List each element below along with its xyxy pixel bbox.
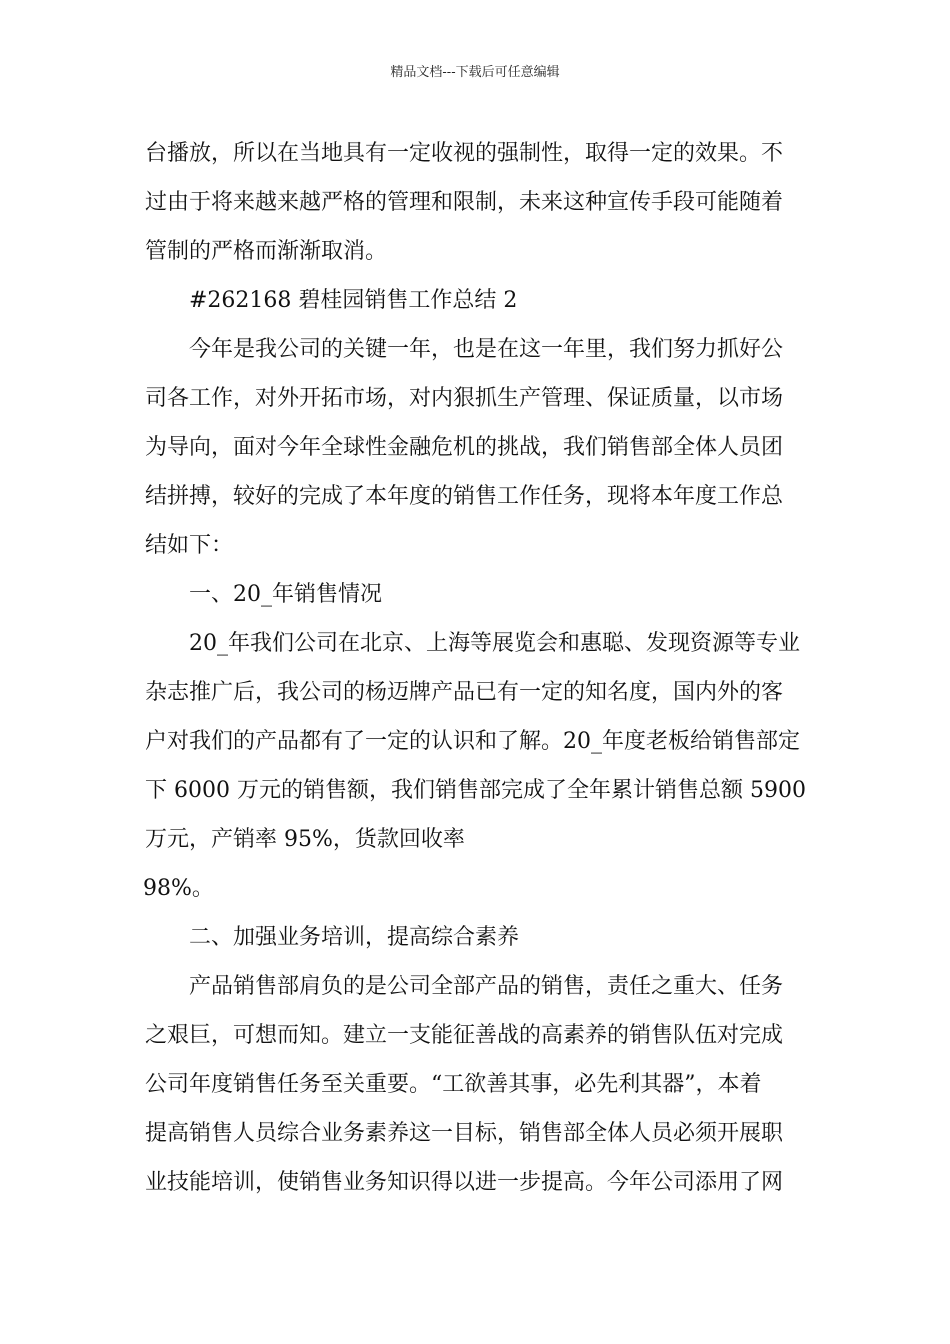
paragraph-sales	[145, 619, 810, 913]
text-line: 台播放，所以在当地具有一定收视的强制性，取得一定的效果。不	[145, 141, 784, 166]
text-line: 万元，产销率 95%，货款回收率	[145, 827, 465, 852]
text-line: 今年是我公司的关键一年，也是在这一年里，我们努力抓好公	[189, 337, 784, 362]
heading-text: #262168 碧桂园销售工作总结 2	[189, 288, 518, 313]
text-line: 结拼搏，较好的完成了本年度的销售工作任务，现将本年度工作总	[145, 484, 784, 509]
section-heading-title	[145, 276, 810, 325]
text-line: 20_年我们公司在北京、上海等展览会和惠聪、发现资源等专业	[189, 631, 800, 656]
text-line: 公司年度销售任务至关重要。“工欲善其事，必先利其器”，本着	[145, 1072, 762, 1097]
text-line: 杂志推广后，我公司的杨迈牌产品已有一定的知名度，国内外的客	[145, 680, 784, 705]
text-line: 提高销售人员综合业务素养这一目标，销售部全体人员必须开展职	[145, 1121, 784, 1146]
page-header: 精品文档---下载后可任意编辑	[390, 65, 560, 80]
document-body	[145, 129, 810, 1207]
text-line: 司各工作，对外开拓市场，对内狠抓生产管理、保证质量，以市场	[145, 386, 784, 411]
paragraph-training	[145, 962, 810, 1207]
heading-text: 二、加强业务培训，提高综合素养	[189, 925, 520, 950]
text-line: 为导向，面对今年全球性金融危机的挑战，我们销售部全体人员团	[145, 435, 784, 460]
text-line: 产品销售部肩负的是公司全部产品的销售，责任之重大、任务	[189, 974, 784, 999]
paragraph-continued	[145, 129, 810, 276]
text-line: 过由于将来越来越严格的管理和限制，未来这种宣传手段可能随着	[145, 190, 784, 215]
heading-text: 一、20_年销售情况	[189, 582, 382, 607]
text-line: 业技能培训，使销售业务知识得以进一步提高。今年公司添用了网	[145, 1170, 784, 1195]
text-line: 下 6000 万元的销售额，我们销售部完成了全年累计销售总额 5900	[145, 778, 806, 803]
text-line: 98%。	[143, 876, 214, 901]
paragraph-intro	[145, 325, 810, 570]
text-line: 户对我们的产品都有了一定的认识和了解。20_年度老板给销售部定	[145, 729, 800, 754]
text-line: 之艰巨，可想而知。建立一支能征善战的高素养的销售队伍对完成	[145, 1023, 784, 1048]
text-line: 管制的严格而渐渐取消。	[145, 239, 388, 264]
section-heading-training	[145, 913, 810, 962]
text-line: 结如下：	[145, 533, 234, 558]
section-heading-sales	[145, 570, 810, 619]
